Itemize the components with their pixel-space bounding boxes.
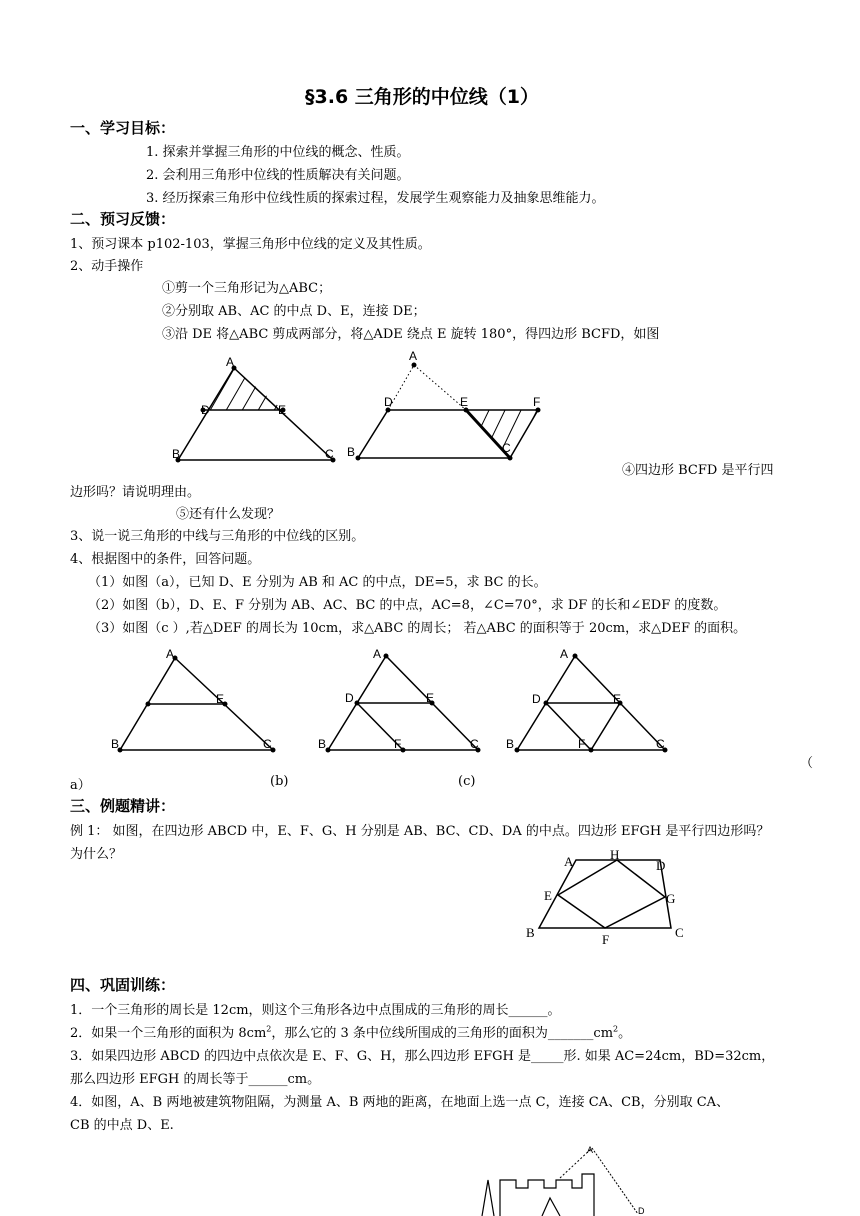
caption-b: (b)	[270, 774, 289, 789]
section-heading-examples: 三、例题精讲：	[70, 797, 176, 815]
figure-a	[108, 646, 283, 758]
label-G: G	[666, 891, 676, 906]
figure-parallelogram-bcfd	[342, 344, 557, 466]
label-B: B	[506, 737, 515, 751]
label-D: D	[638, 1206, 645, 1216]
label-D: D	[532, 692, 541, 706]
label-C: C	[470, 737, 479, 751]
figure-building-obstacle	[470, 1138, 660, 1216]
step: ⑤还有什么发现？	[176, 507, 281, 522]
label-F: F	[533, 395, 541, 409]
section-heading-preview: 二、预习反馈：	[70, 210, 176, 228]
step: ③沿 DE 将△ABC 剪成两部分，将△ADE 绕点 E 旋转 180°，得四边形 BCFD，如图	[162, 327, 660, 342]
exercise: 4．如图，A、B 两地被建筑物阻隔，为测量 A、B 两地的距离，在地面上选一点 C，连接 CA、CB，分别取 CA、	[70, 1095, 730, 1110]
label-B: B	[172, 447, 181, 461]
label-F: F	[602, 932, 610, 946]
label-F: F	[394, 737, 402, 751]
label-A: A	[560, 647, 569, 661]
section-heading-practice: 四、巩固训练：	[70, 976, 176, 994]
label-D: D	[384, 395, 393, 409]
example-text: 为什么？	[70, 847, 123, 862]
question: （1）如图（a），已知 D、E 分别为 AB 和 AC 的中点，DE=5，求 BC 的长。	[88, 575, 547, 590]
label-F: F	[578, 737, 586, 751]
section-heading-goals: 一、学习目标：	[70, 119, 176, 137]
caption-a: a）	[70, 778, 91, 793]
caption-paren: （	[800, 756, 814, 771]
exercise: 3．如果四边形 ABCD 的四边中点依次是 E、F、G、H，那么四边形 EFGH 是_____形. 如果 AC=24cm，BD=32cm，	[70, 1049, 775, 1064]
label-E: E	[216, 692, 225, 706]
label-B: B	[318, 737, 327, 751]
step: ②分别取 AB、AC 的中点 D、E，连接 DE；	[162, 304, 426, 319]
label-E: E	[278, 403, 287, 417]
figure-b	[312, 644, 492, 758]
label-H: H	[610, 847, 620, 862]
paragraph: 1、预习课本 p102-103，掌握三角形中位线的定义及其性质。	[70, 237, 431, 252]
label-E: E	[544, 888, 552, 903]
question: （3）如图（c ）,若△DEF 的周长为 10cm，求△ABC 的周长； 若△ABC 的面积等于 20cm，求△DEF 的面积。	[88, 621, 747, 636]
label-B: B	[111, 737, 120, 751]
label-E: E	[613, 692, 622, 706]
goal-item: 1. 探索并掌握三角形的中位线的概念、性质。	[146, 145, 410, 160]
goal-item: 3. 经历探索三角形中位线性质的探索过程，发展学生观察能力及抽象思维能力。	[146, 191, 605, 206]
label-C: C	[656, 737, 665, 751]
step: ①剪一个三角形记为△ABC；	[162, 281, 332, 296]
exercise: 2．如果一个三角形的面积为 $8cm^2$，那么它的 3 条中位线所围成的三角形的面积为$\_\_\_\_\_\_\_cm^2$。	[70, 1024, 632, 1041]
label-C: C	[263, 737, 272, 751]
label-C: C	[502, 441, 511, 455]
example-text: 例 1： 如图，在四边形 ABCD 中，E、F、G、H 分别是 AB、BC、CD、DA 的中点。四边形 EFGH 是平行四边形吗？	[70, 824, 770, 839]
caption-c: (c)	[458, 774, 476, 789]
label-A: A	[587, 1145, 594, 1155]
label-B: B	[347, 445, 356, 459]
exercise: 那么四边形 EFGH 的周长等于______cm。	[70, 1072, 321, 1087]
label-D: D	[345, 691, 354, 705]
label-A: A	[373, 647, 382, 661]
label-D: D	[656, 858, 666, 873]
label-A: A	[564, 854, 574, 869]
figure-triangle-cut	[168, 352, 348, 468]
label-C: C	[675, 925, 684, 940]
paragraph: 2、动手操作	[70, 259, 144, 274]
label-A: A	[166, 647, 175, 661]
step: ④四边形 BCFD 是平行四	[622, 463, 774, 478]
label-A: A	[409, 349, 418, 363]
label-A: A	[226, 355, 235, 369]
page-title: §3.6 三角形的中位线（1）	[305, 86, 539, 108]
label-D: D	[201, 403, 210, 417]
paragraph: 3、说一说三角形的中线与三角形的中位线的区别。	[70, 529, 365, 544]
figure-quadrilateral-efgh	[518, 846, 696, 946]
exercise: CB 的中点 D、E.	[70, 1118, 174, 1133]
label-E: E	[460, 395, 469, 409]
question: （2）如图（b），D、E、F 分别为 AB、AC、BC 的中点，AC=8，∠C=70°，求 DF 的长和∠EDF 的度数。	[88, 598, 727, 613]
label-C: C	[325, 447, 334, 461]
step: 边形吗？请说明理由。	[70, 485, 201, 500]
label-B: B	[526, 925, 535, 940]
goal-item: 2. 会利用三角形中位线的性质解决有关问题。	[146, 168, 410, 183]
exercise: 1．一个三角形的周长是 12cm，则这个三角形各边中点围成的三角形的周长______。	[70, 1003, 561, 1018]
figure-c	[500, 644, 680, 758]
paragraph: 4、根据图中的条件，回答问题。	[70, 552, 261, 567]
label-E: E	[426, 691, 435, 705]
